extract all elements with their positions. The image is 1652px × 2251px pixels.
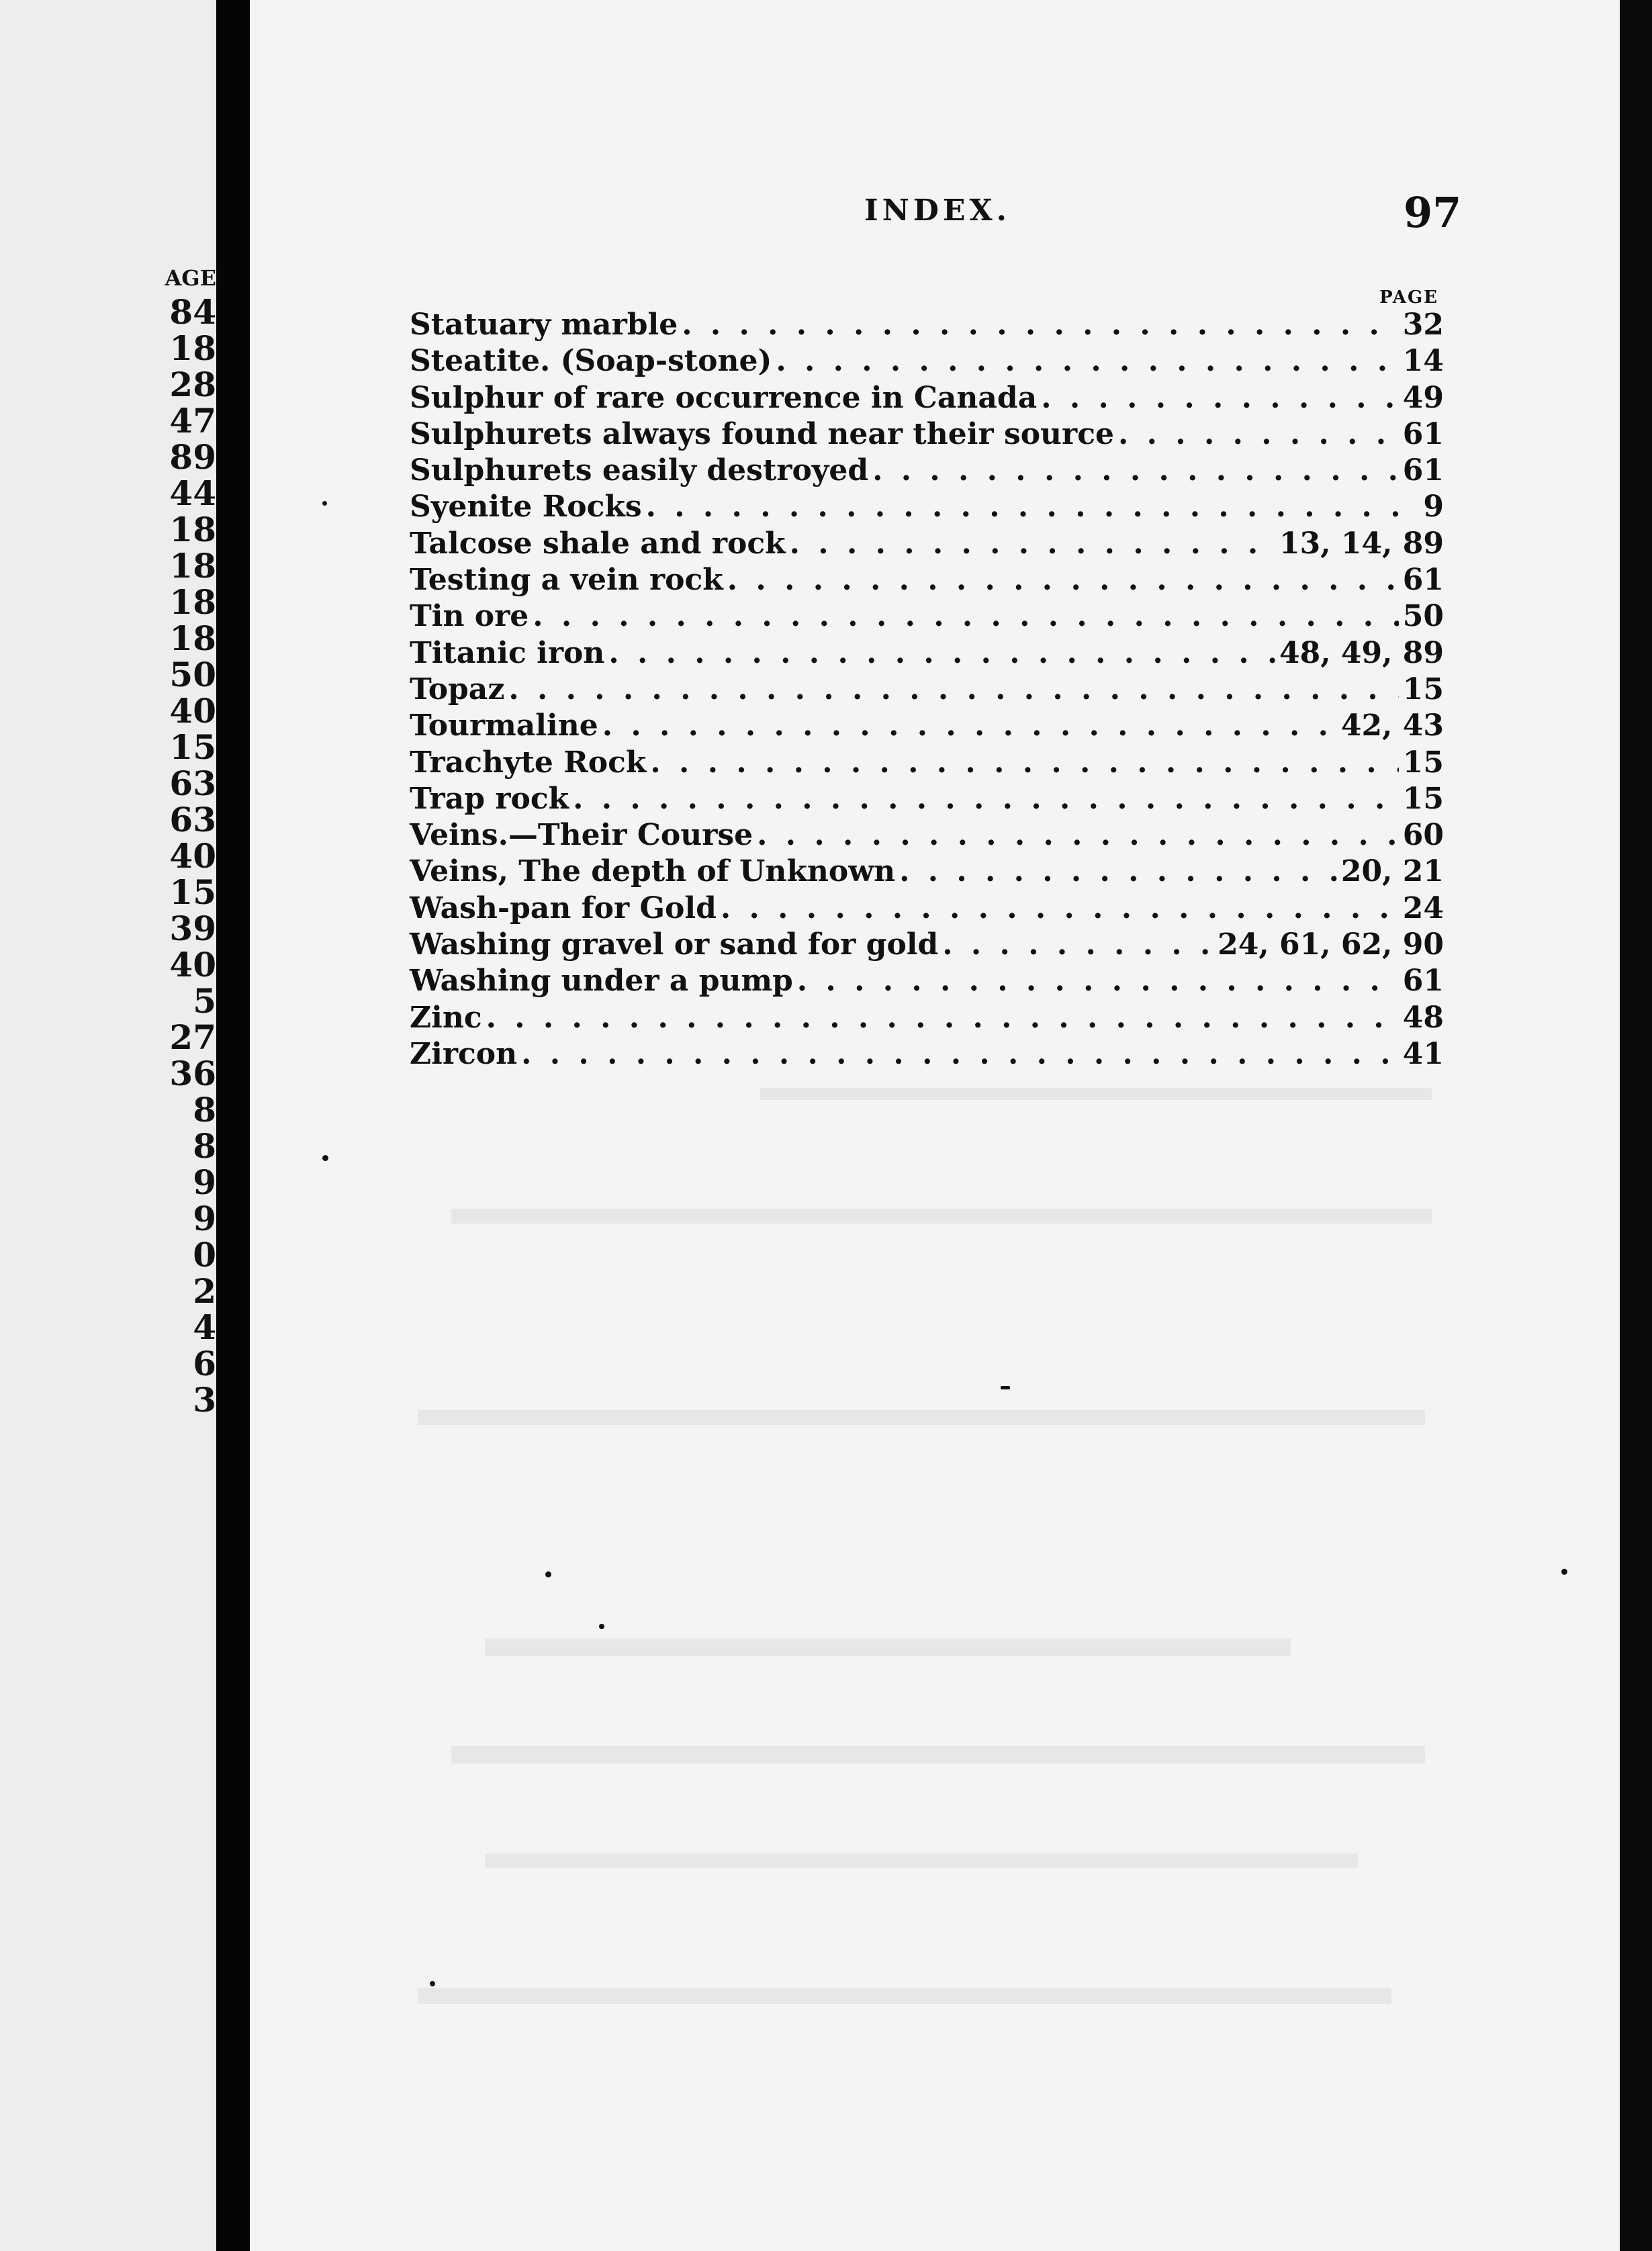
left-page-fragment: 63 [169, 800, 216, 839]
left-page-fragment: 8 [193, 1126, 216, 1166]
index-entry [410, 964, 1444, 1000]
ink-speck [322, 501, 327, 506]
index-entry-pages: 61 [1402, 563, 1444, 598]
index-entry-term: Trachyte Rock [410, 745, 647, 780]
index-entry-pages: 42, 43 [1340, 708, 1444, 743]
index-entry-pages: 61 [1402, 453, 1444, 488]
index-entry [410, 1037, 1444, 1073]
index-entry-pages: 48, 49, 89 [1279, 635, 1444, 670]
dot-leader [1041, 381, 1399, 415]
index-entry [410, 344, 1444, 380]
index-entry-pages: 50 [1402, 599, 1444, 634]
dot-leader [872, 453, 1399, 488]
index-entry-pages: 13, 14, 89 [1279, 526, 1444, 561]
left-page-fragment: 15 [169, 872, 216, 912]
index-entry-term: Zircon [410, 1036, 518, 1071]
index-entry [410, 308, 1444, 344]
dot-leader [942, 927, 1213, 962]
index-entry-term: Sulphurets easily destroyed [410, 453, 869, 488]
index-entry [410, 563, 1444, 599]
dot-leader [776, 344, 1398, 378]
index-entry-pages: 61 [1402, 964, 1444, 999]
index-entry [410, 599, 1444, 635]
left-page-fragment: 6 [193, 1344, 216, 1383]
index-entry-pages: 32 [1402, 308, 1444, 342]
index-entry [410, 381, 1444, 417]
left-page-fragment: AGE [165, 265, 216, 291]
index-entry [410, 453, 1444, 490]
index-entry-term: Zinc [410, 1000, 482, 1035]
page-column-header: PAGE [1379, 287, 1438, 308]
left-page-fragment: 28 [169, 365, 216, 404]
index-entry-pages: 15 [1402, 781, 1444, 816]
page-edge-shadow [1620, 0, 1652, 2251]
dot-leader [721, 891, 1399, 925]
ink-speck [1561, 1569, 1567, 1575]
index-entry-pages: 41 [1402, 1036, 1444, 1071]
index-entry-term: Wash-pan for Gold [410, 890, 717, 925]
running-head: INDEX. [864, 193, 1011, 228]
ink-speck [322, 1155, 328, 1161]
dot-leader [790, 526, 1275, 561]
index-entry-pages: 9 [1423, 490, 1444, 524]
index-entry-term: Testing a vein rock [410, 563, 723, 598]
index-entry-term: Sulphur of rare occurrence in Canada [410, 380, 1038, 415]
index-entry-pages: 24, 61, 62, 90 [1218, 927, 1444, 962]
show-through-band [451, 1746, 1425, 1804]
left-page-fragment: 18 [169, 328, 216, 368]
left-page-fragment: 44 [169, 473, 216, 513]
left-page-fragment: 18 [169, 546, 216, 586]
left-page-fragment: 89 [169, 437, 216, 477]
dot-leader [602, 708, 1337, 743]
index-entry [410, 927, 1444, 964]
index-entry-pages: 14 [1402, 344, 1444, 379]
left-page-fragment: 8 [193, 1090, 216, 1130]
left-page-fragment: 5 [193, 981, 216, 1021]
index-entry-term: Veins, The depth of Unknown [410, 854, 896, 889]
index-entries [410, 308, 1444, 1073]
left-page-fragment: 50 [169, 655, 216, 694]
show-through-band [451, 1209, 1432, 1264]
index-entry [410, 891, 1444, 927]
index-entry [410, 745, 1444, 782]
left-page-fragment: 39 [169, 909, 216, 948]
dot-leader [682, 308, 1399, 342]
dot-leader [608, 636, 1275, 670]
ink-speck [430, 1981, 435, 1986]
left-page-fragment: 0 [193, 1235, 216, 1275]
show-through-band [418, 1988, 1391, 2044]
left-page-fragment: 40 [169, 691, 216, 731]
left-page-fragment: 63 [169, 764, 216, 803]
dot-leader [727, 563, 1399, 597]
index-entry-term: Washing gravel or sand for gold [410, 927, 939, 962]
left-page-fragment: 3 [193, 1380, 216, 1420]
page-number: 97 [1404, 188, 1462, 237]
left-page-fragment: 9 [193, 1162, 216, 1202]
book-gutter [216, 0, 250, 2251]
index-entry-pages: 24 [1402, 890, 1444, 925]
index-entry-term: Talcose shale and rock [410, 526, 786, 561]
dot-leader [1118, 417, 1399, 451]
left-page-fragment: 84 [169, 292, 216, 332]
dot-leader [533, 599, 1398, 633]
index-entry [410, 1001, 1444, 1037]
left-page-fragment: 15 [169, 727, 216, 767]
index-entry-term: Topaz [410, 672, 505, 706]
index-entry [410, 490, 1444, 526]
index-entry-term: Sulphurets always found near their source [410, 416, 1115, 451]
dot-leader [757, 818, 1399, 852]
left-page-fragment: 40 [169, 945, 216, 984]
index-entry-pages: 15 [1402, 745, 1444, 780]
index-entry [410, 526, 1444, 563]
index-entry-term: Steatite. (Soap-stone) [410, 344, 772, 379]
index-entry-term: Statuary marble [410, 308, 678, 342]
dot-leader [521, 1037, 1399, 1071]
dot-leader [646, 490, 1420, 524]
index-entry-term: Titanic iron [410, 635, 605, 670]
index-entry-pages: 20, 21 [1340, 854, 1444, 889]
ink-speck [599, 1624, 604, 1629]
left-page-fragment: 36 [169, 1054, 216, 1093]
index-entry [410, 782, 1444, 818]
index-entry-pages: 60 [1402, 818, 1444, 853]
dot-leader [899, 854, 1337, 888]
index-entry-term: Syenite Rocks [410, 490, 642, 524]
index-entry [410, 672, 1444, 708]
left-facing-page [0, 0, 216, 2251]
index-entry-term: Veins.—Their Course [410, 818, 753, 853]
dot-leader [650, 745, 1398, 780]
index-entry [410, 636, 1444, 672]
dot-leader [508, 672, 1398, 706]
left-page-fragment: 9 [193, 1199, 216, 1238]
index-entry-pages: 49 [1402, 380, 1444, 415]
left-page-fragment: 40 [169, 836, 216, 876]
show-through-band [485, 1639, 1291, 1696]
index-entry [410, 708, 1444, 745]
dot-leader [573, 782, 1399, 816]
dot-leader [797, 964, 1399, 998]
left-page-fragment: 27 [169, 1017, 216, 1057]
index-entry-term: Tin ore [410, 599, 529, 634]
ink-speck [545, 1571, 551, 1577]
index-entry [410, 417, 1444, 453]
index-entry [410, 818, 1444, 854]
index-entry-pages: 61 [1402, 416, 1444, 451]
index-entry-pages: 15 [1402, 672, 1444, 706]
left-page-fragment: 47 [169, 401, 216, 441]
index-entry-term: Trap rock [410, 781, 569, 816]
left-page-fragment: 18 [169, 510, 216, 549]
left-page-fragment: 4 [193, 1307, 216, 1347]
show-through-band [760, 1088, 1432, 1140]
left-page-fragment: 2 [193, 1271, 216, 1311]
dot-leader [486, 1001, 1399, 1035]
index-entry [410, 854, 1444, 890]
index-entry-pages: 48 [1402, 1000, 1444, 1035]
index-page [250, 0, 1620, 2251]
ink-speck [1001, 1386, 1010, 1389]
index-entry-term: Washing under a pump [410, 964, 793, 999]
show-through-band [485, 1853, 1358, 1909]
show-through-band [418, 1410, 1425, 1465]
left-page-fragment: 18 [169, 582, 216, 622]
left-page-fragment: 18 [169, 618, 216, 658]
index-entry-term: Tourmaline [410, 708, 598, 743]
